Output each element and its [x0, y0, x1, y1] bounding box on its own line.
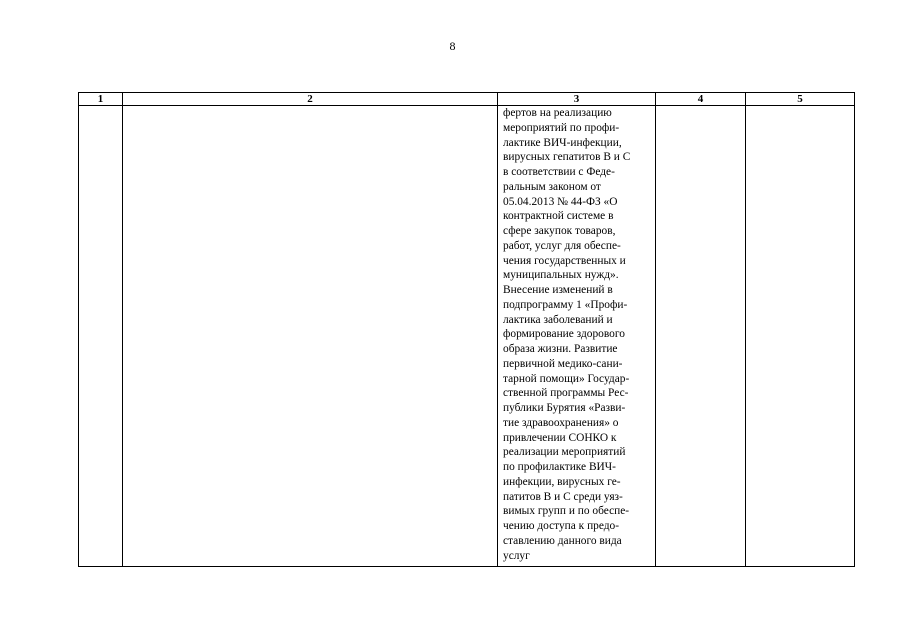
data-table [78, 92, 855, 567]
column-header-3: 3 [498, 93, 656, 106]
table-cell-col3 [498, 106, 656, 567]
table-cell-col4 [656, 106, 746, 567]
page-number: 8 [449, 39, 456, 53]
column-header-2: 2 [123, 93, 498, 106]
column-header-5: 5 [746, 93, 855, 106]
cell-text-col3: фертов на реализацию мероприятий по профи- лактике ВИЧ-инфекции, вирусных гепатитов В и С в соответствии с Феде- ральным законом от 05.04.2013 № 44-ФЗ «О контрактной системе в сфере закупок товаров, работ, услуг для обеспе- чения государственных и муниципальных нужд». Внесение изменений в подпрограмму 1 «Профи- лактика заболеваний и формирование здорового образа жизни. Развитие первичной медико-сани- тарной помощи» Государ- ственной программы Рес- публики Бурятия «Разви- тие здравоохранения» о привлечении СОНКО к реализации мероприятий по профилактике ВИЧ- инфекции, вирусных ге- патитов В и С среди уяз- вимых групп и по обеспе- чению доступа к предо- ставлению данного вида услуг [503, 107, 631, 562]
table-cell-col1 [79, 106, 123, 567]
column-header-4: 4 [656, 93, 746, 106]
table-header-row [79, 93, 855, 106]
column-header-1: 1 [79, 93, 123, 106]
table-cell-col5 [746, 106, 855, 567]
table-cell-col2 [123, 106, 498, 567]
table-row [79, 106, 855, 567]
